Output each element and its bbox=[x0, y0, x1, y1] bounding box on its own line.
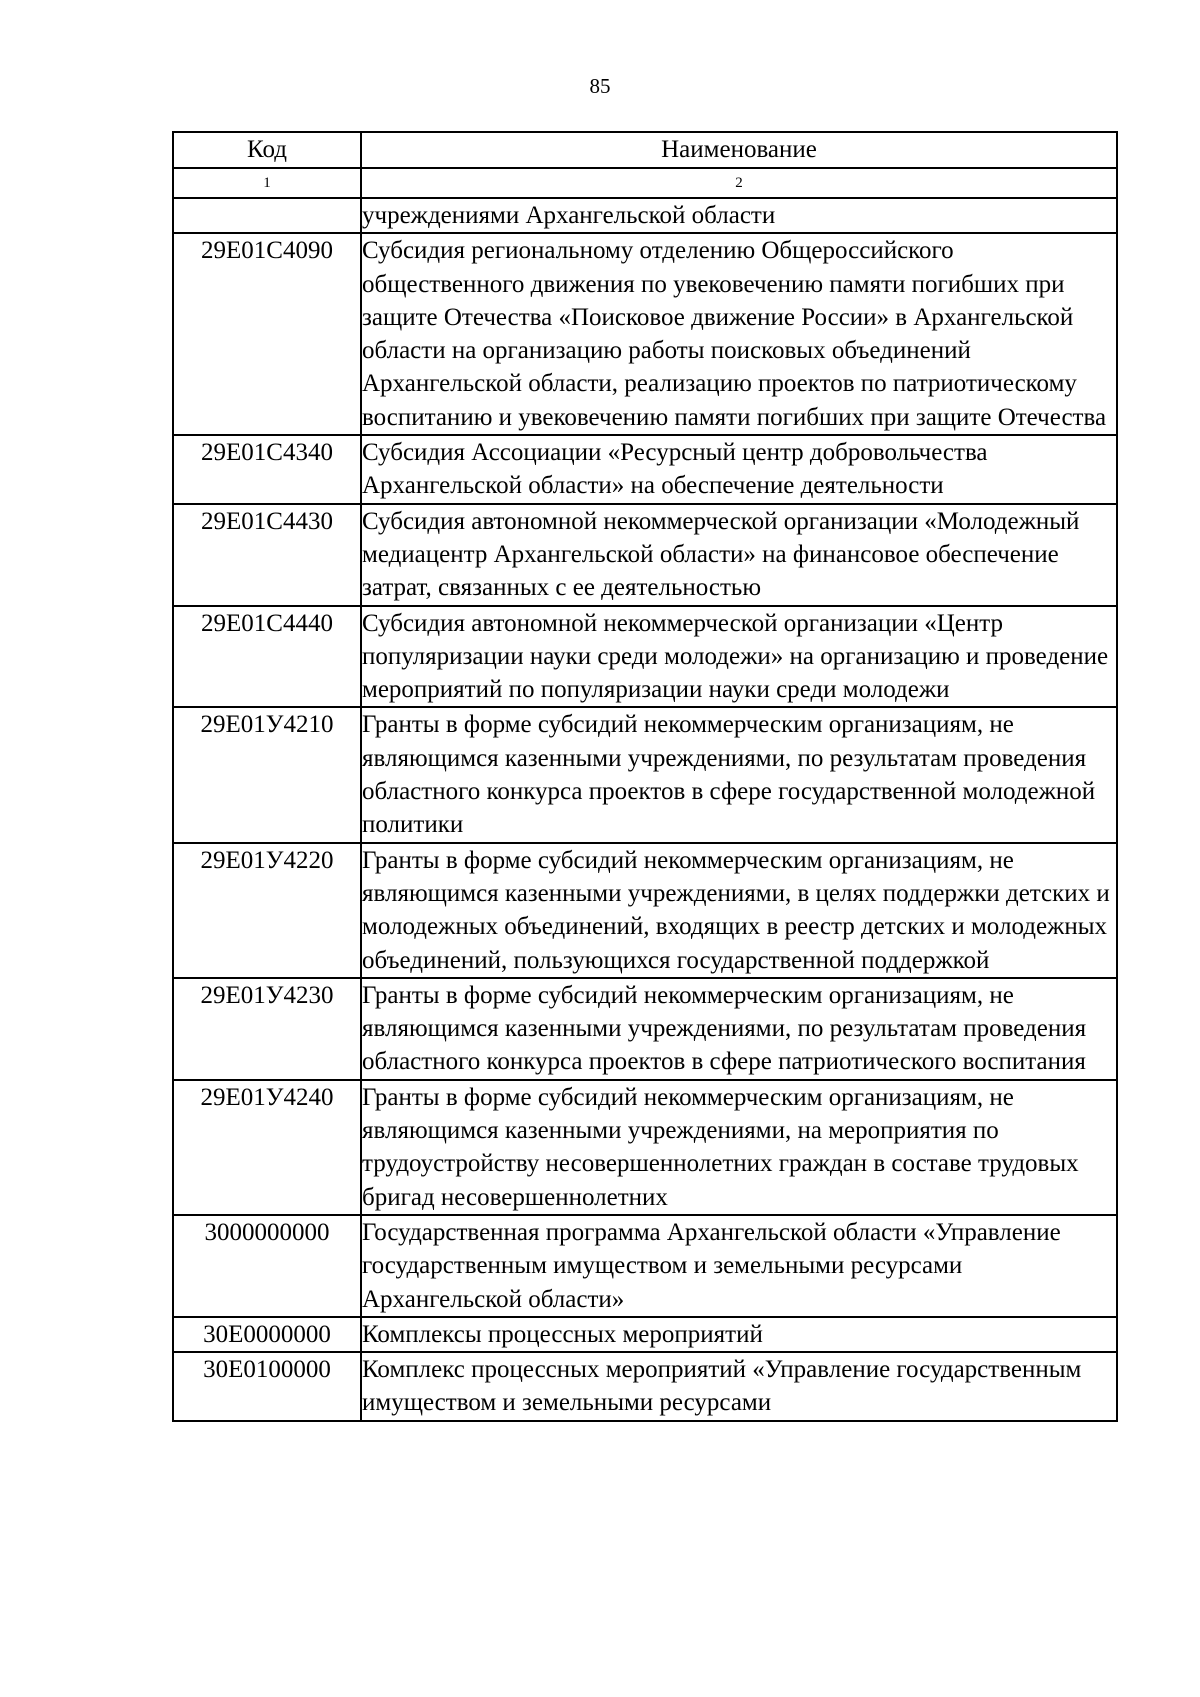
row-name: Субсидия автономной некоммерческой организации «Молодежный медиацентр Архангельской области» на финансовое обеспечение затрат, связанных с ее деятельностью bbox=[361, 504, 1117, 606]
page-number: 85 bbox=[589, 74, 611, 98]
table-header-row bbox=[173, 132, 1117, 168]
column-index-name: 2 bbox=[361, 168, 1117, 198]
table-row bbox=[173, 233, 1117, 435]
row-code: 29Е01У4230 bbox=[173, 978, 361, 1080]
table-row bbox=[173, 198, 1117, 233]
row-name: Комплексы процессных мероприятий bbox=[361, 1317, 1117, 1352]
row-code: 30Е0000000 bbox=[173, 1317, 361, 1352]
row-name: Гранты в форме субсидий некоммерческим организациям, не являющимся казенными учреждениями, по результатам проведения областного конкурса проектов в сфере патриотического воспитания bbox=[361, 978, 1117, 1080]
table-row bbox=[173, 435, 1117, 504]
row-code: 29Е01У4220 bbox=[173, 843, 361, 978]
row-code: 29Е01С4340 bbox=[173, 435, 361, 504]
row-name: Гранты в форме субсидий некоммерческим организациям, не являющимся казенными учреждениями, на мероприятия по трудоустройству несовершеннолетних граждан в составе трудовых бригад несовершеннолетних bbox=[361, 1080, 1117, 1215]
column-index-row bbox=[173, 168, 1117, 198]
row-code: 30Е0100000 bbox=[173, 1352, 361, 1421]
row-name: Субсидия региональному отделению Общероссийского общественного движения по увековечению памяти погибших при защите Отечества «Поисковое движение России» в Архангельской области на организацию работы поисковых объединений Архангельской области, реализацию проектов по патриотическому воспитанию и увековечению памяти погибших при защите Отечества bbox=[361, 233, 1117, 435]
row-code: 29Е01С4090 bbox=[173, 233, 361, 435]
row-name: Гранты в форме субсидий некоммерческим организациям, не являющимся казенными учреждениями, по результатам проведения областного конкурса проектов в сфере государственной молодежной политики bbox=[361, 707, 1117, 842]
row-name: Государственная программа Архангельской области «Управление государственным имуществом и земельными ресурсами Архангельской области» bbox=[361, 1215, 1117, 1317]
table-row bbox=[173, 843, 1117, 978]
table-row bbox=[173, 606, 1117, 708]
header-code: Код bbox=[173, 132, 361, 168]
row-code: 3000000000 bbox=[173, 1215, 361, 1317]
table-row bbox=[173, 978, 1117, 1080]
table-row bbox=[173, 1215, 1117, 1317]
row-name: Комплекс процессных мероприятий «Управление государственным имуществом и земельными ресурсами bbox=[361, 1352, 1117, 1421]
row-code: 29Е01С4440 bbox=[173, 606, 361, 708]
row-code: 29Е01С4430 bbox=[173, 504, 361, 606]
table-row bbox=[173, 1080, 1117, 1215]
row-name: Субсидия Ассоциации «Ресурсный центр добровольчества Архангельской области» на обеспечение деятельности bbox=[361, 435, 1117, 504]
row-name: Гранты в форме субсидий некоммерческим организациям, не являющимся казенными учреждениями, в целях поддержки детских и молодежных объединений, входящих в реестр детских и молодежных объединений, пользующихся государственной поддержкой bbox=[361, 843, 1117, 978]
row-name: учреждениями Архангельской области bbox=[361, 198, 1117, 233]
table-row bbox=[173, 504, 1117, 606]
column-index-code: 1 bbox=[173, 168, 361, 198]
row-name: Субсидия автономной некоммерческой организации «Центр популяризации науки среди молодежи» на организацию и проведение мероприятий по популяризации науки среди молодежи bbox=[361, 606, 1117, 708]
header-name: Наименование bbox=[361, 132, 1117, 168]
row-code bbox=[173, 198, 361, 233]
row-code: 29Е01У4240 bbox=[173, 1080, 361, 1215]
budget-code-table bbox=[172, 131, 1118, 1422]
table-row bbox=[173, 1352, 1117, 1421]
row-code: 29Е01У4210 bbox=[173, 707, 361, 842]
table-row bbox=[173, 707, 1117, 842]
table-row bbox=[173, 1317, 1117, 1352]
